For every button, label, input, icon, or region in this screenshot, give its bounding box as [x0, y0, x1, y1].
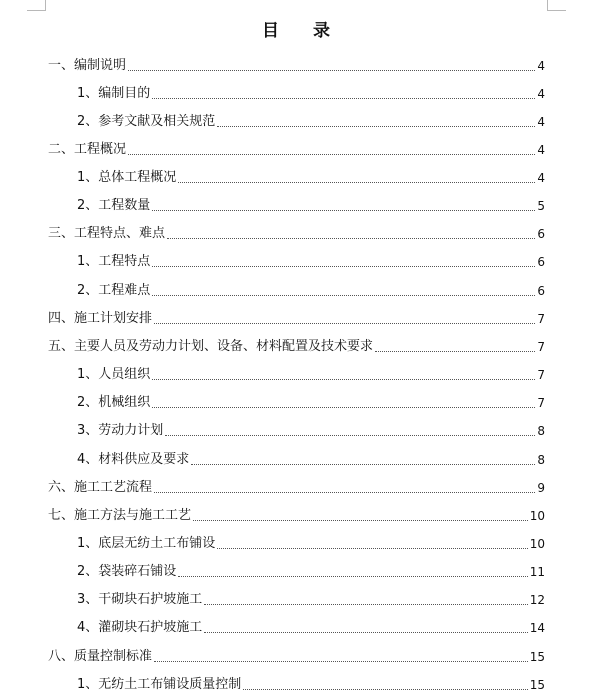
toc-entry-page: 9	[537, 481, 545, 495]
dot-leader	[193, 519, 528, 521]
toc-entry-label: 三、工程特点、难点	[48, 226, 166, 241]
toc-entry[interactable]	[48, 218, 545, 242]
toc-entry[interactable]	[77, 387, 545, 411]
dot-leader	[152, 378, 535, 380]
toc-entry[interactable]	[77, 78, 545, 102]
dot-leader	[152, 294, 535, 296]
toc-entry-label: 1、人员组织	[77, 367, 151, 382]
toc-entry-page: 7	[537, 368, 545, 382]
dot-leader	[152, 209, 535, 211]
toc-entry-label: 3、干砌块石护坡施工	[77, 592, 203, 607]
toc-entry[interactable]	[77, 444, 545, 468]
toc-entry[interactable]	[48, 500, 545, 524]
toc-entry-page: 7	[537, 312, 545, 326]
toc-entry-page: 15	[529, 678, 545, 692]
toc-entry-label: 七、施工方法与施工工艺	[48, 508, 192, 523]
toc-entry-label: 1、底层无纺土工布铺设	[77, 536, 216, 551]
toc-entry-label: 4、灌砌块石护坡施工	[77, 620, 203, 635]
toc-entry-page: 6	[537, 227, 545, 241]
toc-entry[interactable]	[48, 641, 545, 665]
toc-entry-page: 4	[537, 171, 545, 185]
toc-entry-page: 14	[529, 621, 545, 635]
dot-leader	[217, 547, 527, 549]
toc-entry-page: 8	[537, 424, 545, 438]
toc-entry-page: 15	[529, 650, 545, 664]
toc-entry-page: 4	[537, 87, 545, 101]
dot-leader	[128, 69, 535, 71]
toc-entry-page: 4	[537, 143, 545, 157]
page-corner-mark-right	[547, 0, 566, 11]
toc-entry-page: 10	[529, 509, 545, 523]
toc-entry-page: 6	[537, 284, 545, 298]
toc-entry[interactable]	[48, 472, 545, 496]
dot-leader	[154, 491, 535, 493]
toc-entry-page: 6	[537, 255, 545, 269]
dot-leader	[178, 181, 535, 183]
toc-entry[interactable]	[48, 303, 545, 327]
dot-leader	[204, 631, 527, 633]
toc-entry[interactable]	[77, 162, 545, 186]
toc-entry-label: 2、工程数量	[77, 198, 151, 213]
toc-entry-page: 7	[537, 396, 545, 410]
toc-entry-label: 六、施工工艺流程	[48, 480, 153, 495]
toc-entry-label: 四、施工计划安排	[48, 311, 153, 326]
toc-entry[interactable]	[48, 331, 545, 355]
dot-leader	[191, 463, 535, 465]
dot-leader	[152, 265, 535, 267]
toc-entry-label: 1、编制目的	[77, 86, 151, 101]
dot-leader	[178, 575, 527, 577]
dot-leader	[154, 660, 528, 662]
dot-leader	[217, 125, 535, 127]
toc-entry-label: 八、质量控制标准	[48, 649, 153, 664]
toc-entry[interactable]	[77, 528, 545, 552]
toc-title: 目 录	[262, 21, 344, 41]
toc-entry-page: 10	[529, 537, 545, 551]
dot-leader	[243, 688, 527, 690]
toc-entry-page: 12	[529, 593, 545, 607]
toc-entry-label: 3、劳动力计划	[77, 423, 164, 438]
toc-entry[interactable]	[77, 669, 545, 693]
toc-entry-label: 2、工程难点	[77, 283, 151, 298]
toc-entry-label: 五、主要人员及劳动力计划、设备、材料配置及技术要求	[48, 339, 374, 354]
toc-entry-label: 二、工程概况	[48, 142, 127, 157]
dot-leader	[204, 603, 527, 605]
toc-entry[interactable]	[77, 190, 545, 214]
toc-entry-label: 1、无纺土工布铺设质量控制	[77, 677, 242, 692]
dot-leader	[375, 350, 535, 352]
toc-entry-page: 8	[537, 453, 545, 467]
dot-leader	[167, 237, 535, 239]
dot-leader	[154, 322, 535, 324]
toc-entry[interactable]	[77, 246, 545, 270]
dot-leader	[128, 153, 535, 155]
toc-entry-page: 5	[537, 199, 545, 213]
toc-entry-label: 一、编制说明	[48, 58, 127, 73]
toc-entry-label: 1、工程特点	[77, 254, 151, 269]
dot-leader	[165, 434, 535, 436]
toc-entry-label: 2、参考文献及相关规范	[77, 114, 216, 129]
toc-entry-page: 11	[529, 565, 545, 579]
toc-entry-label: 1、总体工程概况	[77, 170, 177, 185]
toc-entry-page: 4	[537, 59, 545, 73]
dot-leader	[152, 406, 535, 408]
toc-entry-page: 4	[537, 115, 545, 129]
page-corner-mark-left	[27, 0, 46, 11]
toc-entry[interactable]	[48, 50, 545, 74]
toc-entry[interactable]	[77, 275, 545, 299]
toc-entry[interactable]	[77, 556, 545, 580]
toc-entry[interactable]	[77, 106, 545, 130]
dot-leader	[152, 97, 535, 99]
toc-entry-label: 2、机械组织	[77, 395, 151, 410]
toc-entry-label: 2、袋装碎石铺设	[77, 564, 177, 579]
toc-entry[interactable]	[77, 584, 545, 608]
toc-entry[interactable]	[48, 134, 545, 158]
toc-entry-page: 7	[537, 340, 545, 354]
toc-entry[interactable]	[77, 612, 545, 636]
toc-entry-label: 4、材料供应及要求	[77, 452, 190, 467]
toc-entry[interactable]	[77, 415, 545, 439]
toc-entry[interactable]	[77, 359, 545, 383]
